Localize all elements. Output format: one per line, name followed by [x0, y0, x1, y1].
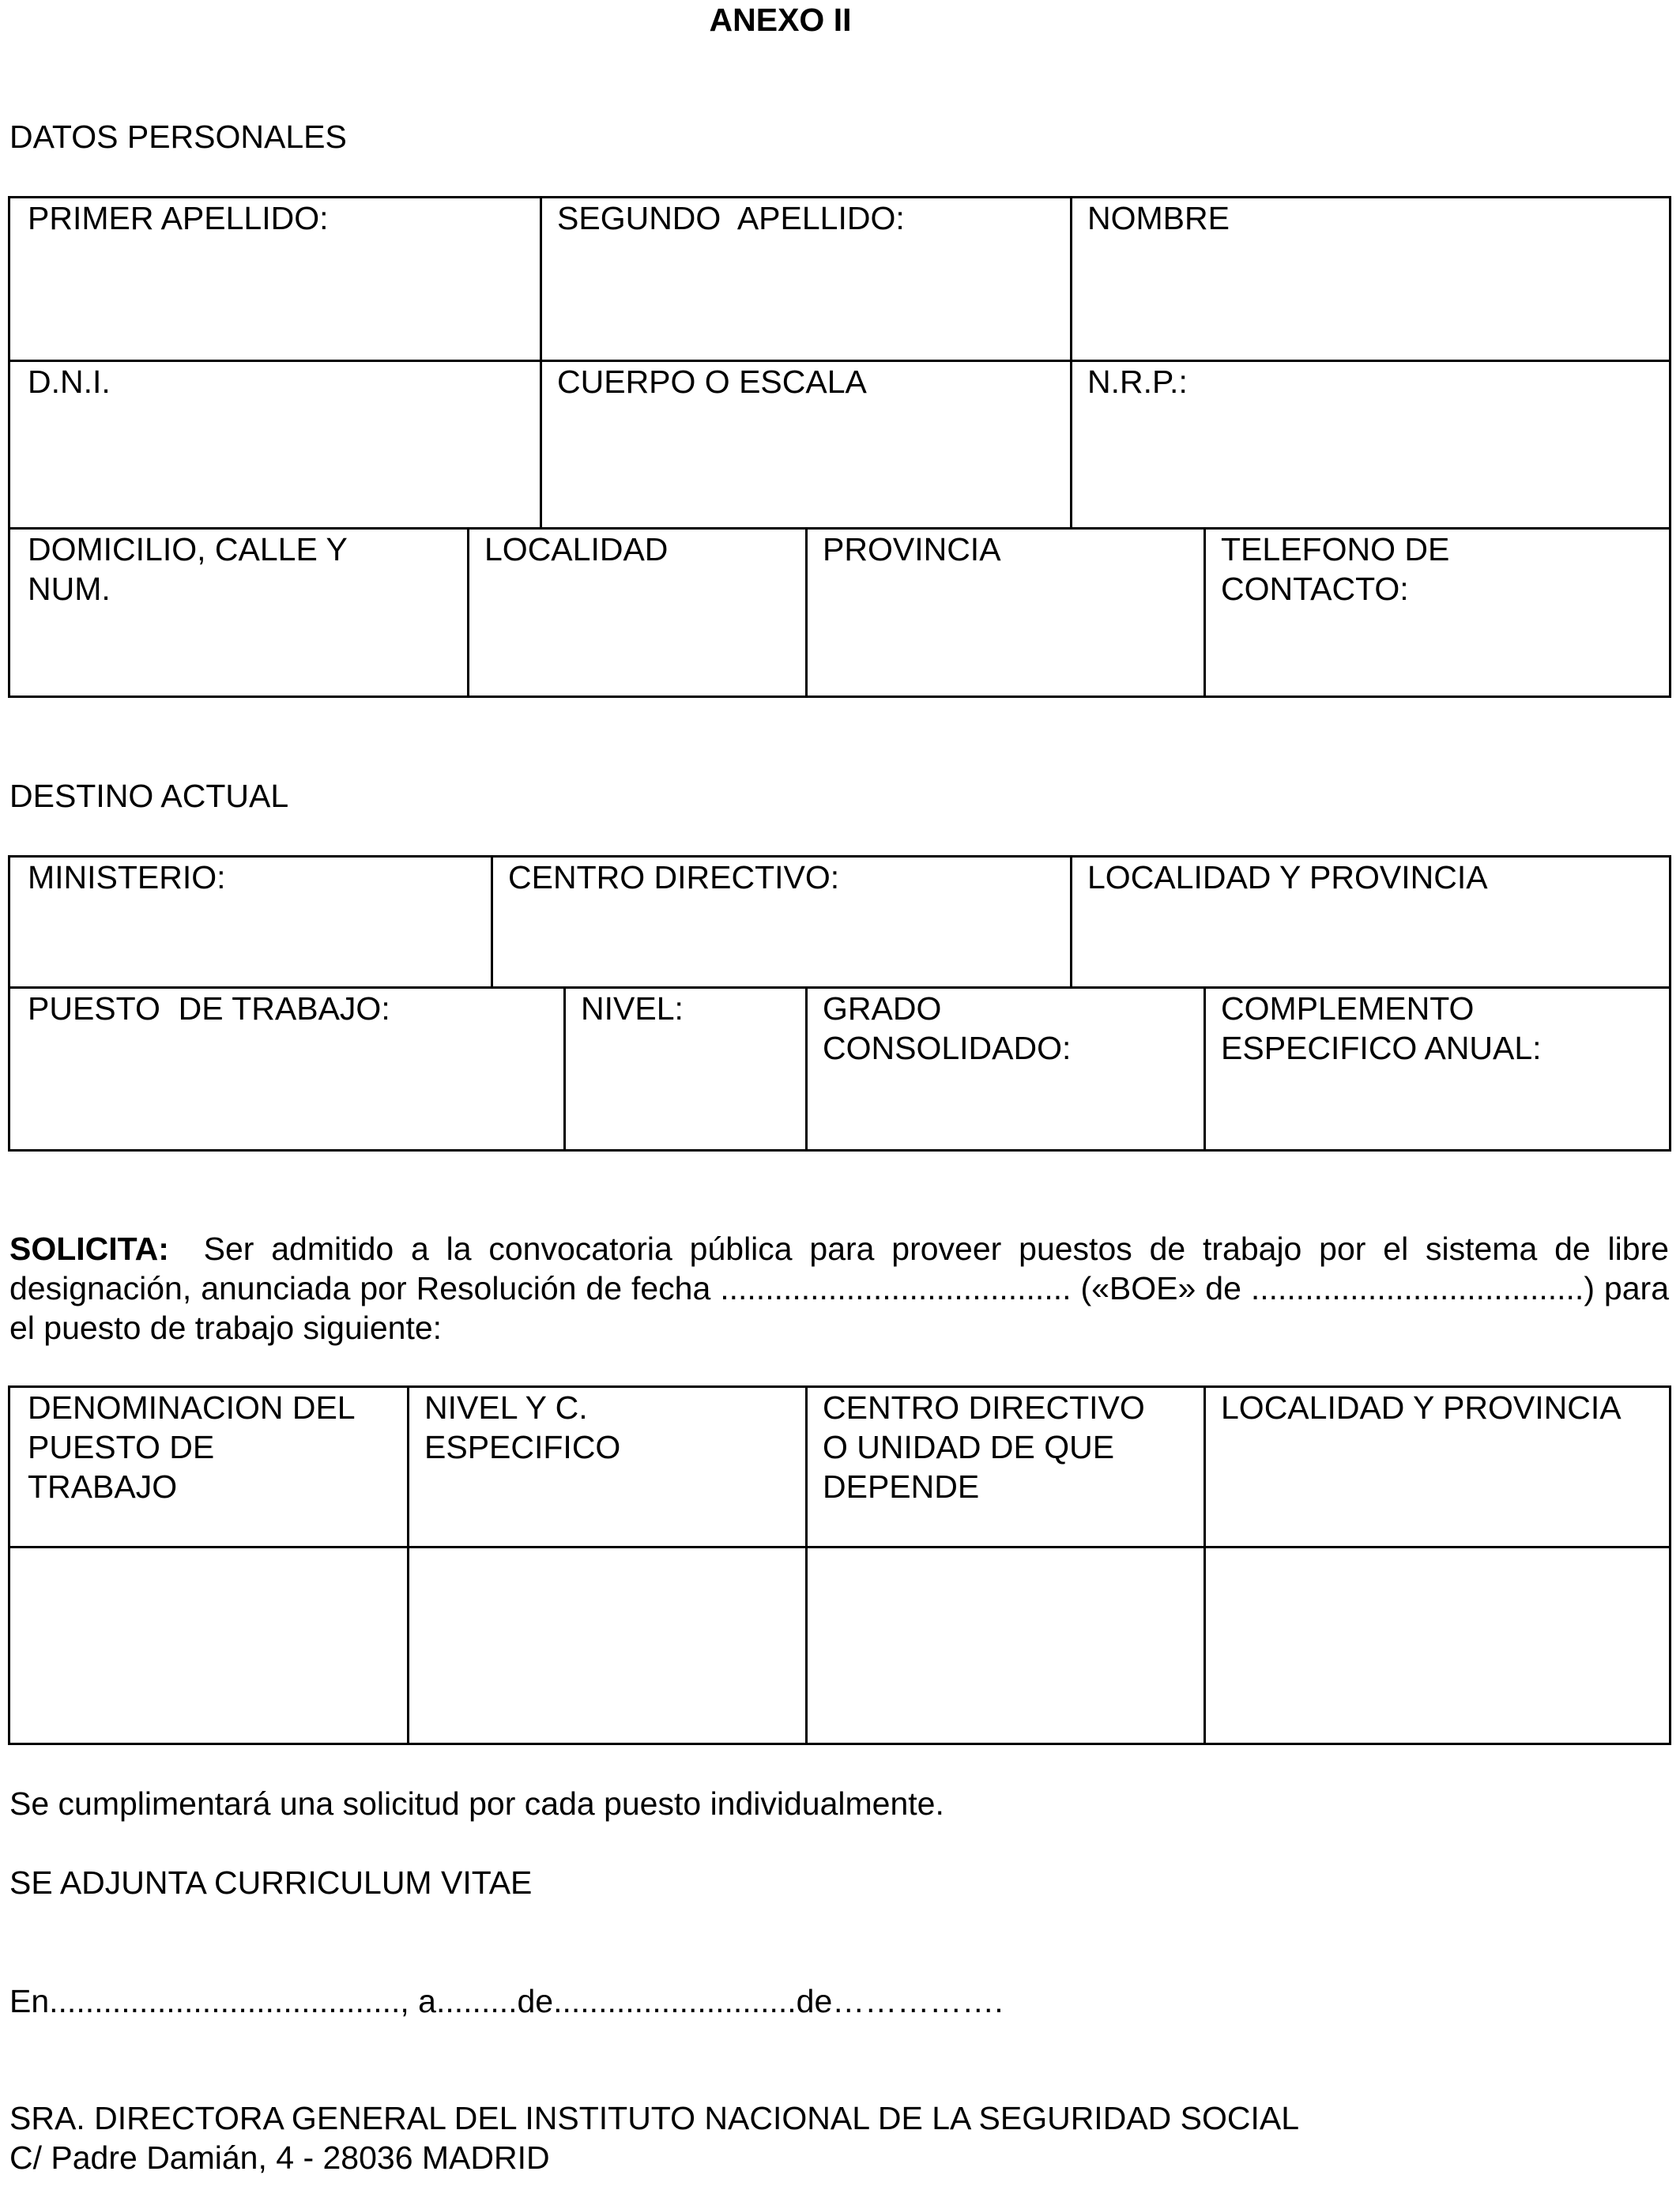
- datos-personales-table: [8, 196, 1671, 698]
- destino-actual-table: [8, 855, 1671, 1152]
- localidad-field[interactable]: LOCALIDAD: [484, 531, 669, 567]
- localidad-provincia-input[interactable]: [1203, 1548, 1670, 1744]
- primer-apellido-field[interactable]: PRIMER APELLIDO:: [28, 200, 329, 236]
- datos-personales-heading: DATOS PERSONALES: [9, 119, 347, 155]
- domicilio-field[interactable]: DOMICILIO, CALLE Y NUM.: [28, 531, 348, 607]
- localidad-provincia-field[interactable]: LOCALIDAD Y PROVINCIA: [1087, 859, 1488, 895]
- complemento-especifico-field[interactable]: COMPLEMENTO ESPECIFICO ANUAL:: [1221, 990, 1542, 1066]
- denominacion-header: DENOMINACION DEL PUESTO DE TRABAJO: [28, 1389, 356, 1505]
- localidad-provincia-header: LOCALIDAD Y PROVINCIA: [1221, 1389, 1622, 1426]
- solicita-label: SOLICITA:: [9, 1231, 169, 1267]
- puesto-solicitado-table: [8, 1385, 1671, 1745]
- segundo-apellido-field[interactable]: SEGUNDO APELLIDO:: [557, 200, 905, 236]
- telefono-field[interactable]: TELEFONO DE CONTACTO:: [1221, 531, 1450, 607]
- destinatario-line2: C/ Padre Damián, 4 - 28036 MADRID: [9, 2139, 550, 2176]
- nivel-especifico-input[interactable]: [407, 1548, 805, 1744]
- centro-directivo-field[interactable]: CENTRO DIRECTIVO:: [508, 859, 840, 895]
- puesto-trabajo-field[interactable]: PUESTO DE TRABAJO:: [28, 990, 390, 1027]
- destinatario-line1: SRA. DIRECTORA GENERAL DEL INSTITUTO NACIONAL DE LA SEGURIDAD SOCIAL: [9, 2100, 1300, 2136]
- nombre-field[interactable]: NOMBRE: [1087, 200, 1230, 236]
- dni-field[interactable]: D.N.I.: [28, 364, 111, 400]
- centro-directivo-input[interactable]: [805, 1548, 1203, 1744]
- centro-directivo-header: CENTRO DIRECTIVO O UNIDAD DE QUE DEPENDE: [823, 1389, 1145, 1505]
- ministerio-field[interactable]: MINISTERIO:: [28, 859, 226, 895]
- lugar-fecha-line[interactable]: En......................................., a.........de...........................de…………….: [9, 1983, 1004, 2019]
- instruction-note: Se cumplimentará una solicitud por cada puesto individualmente.: [9, 1785, 944, 1822]
- adjunta-cv-line: SE ADJUNTA CURRICULUM VITAE: [9, 1864, 533, 1901]
- solicita-text: Ser admitido a la convocatoria pública para proveer puestos de trabajo por el sistema de libre designación, anunciada por Resolución de fecha ....................................... («BOE» de .....................................) para el puesto de trabajo siguiente:: [9, 1231, 1669, 1346]
- destino-actual-heading: DESTINO ACTUAL: [9, 778, 289, 814]
- grado-consolidado-field[interactable]: GRADO CONSOLIDADO:: [823, 990, 1072, 1066]
- denominacion-input[interactable]: [10, 1548, 407, 1744]
- nivel-especifico-header: NIVEL Y C. ESPECIFICO: [424, 1389, 621, 1465]
- nrp-field[interactable]: N.R.P.:: [1087, 364, 1188, 400]
- provincia-field[interactable]: PROVINCIA: [823, 531, 1001, 567]
- cuerpo-escala-field[interactable]: CUERPO O ESCALA: [557, 364, 867, 400]
- solicita-paragraph: [9, 1229, 1669, 1348]
- nivel-field[interactable]: NIVEL:: [581, 990, 684, 1027]
- document-title: ANEXO II: [709, 2, 852, 38]
